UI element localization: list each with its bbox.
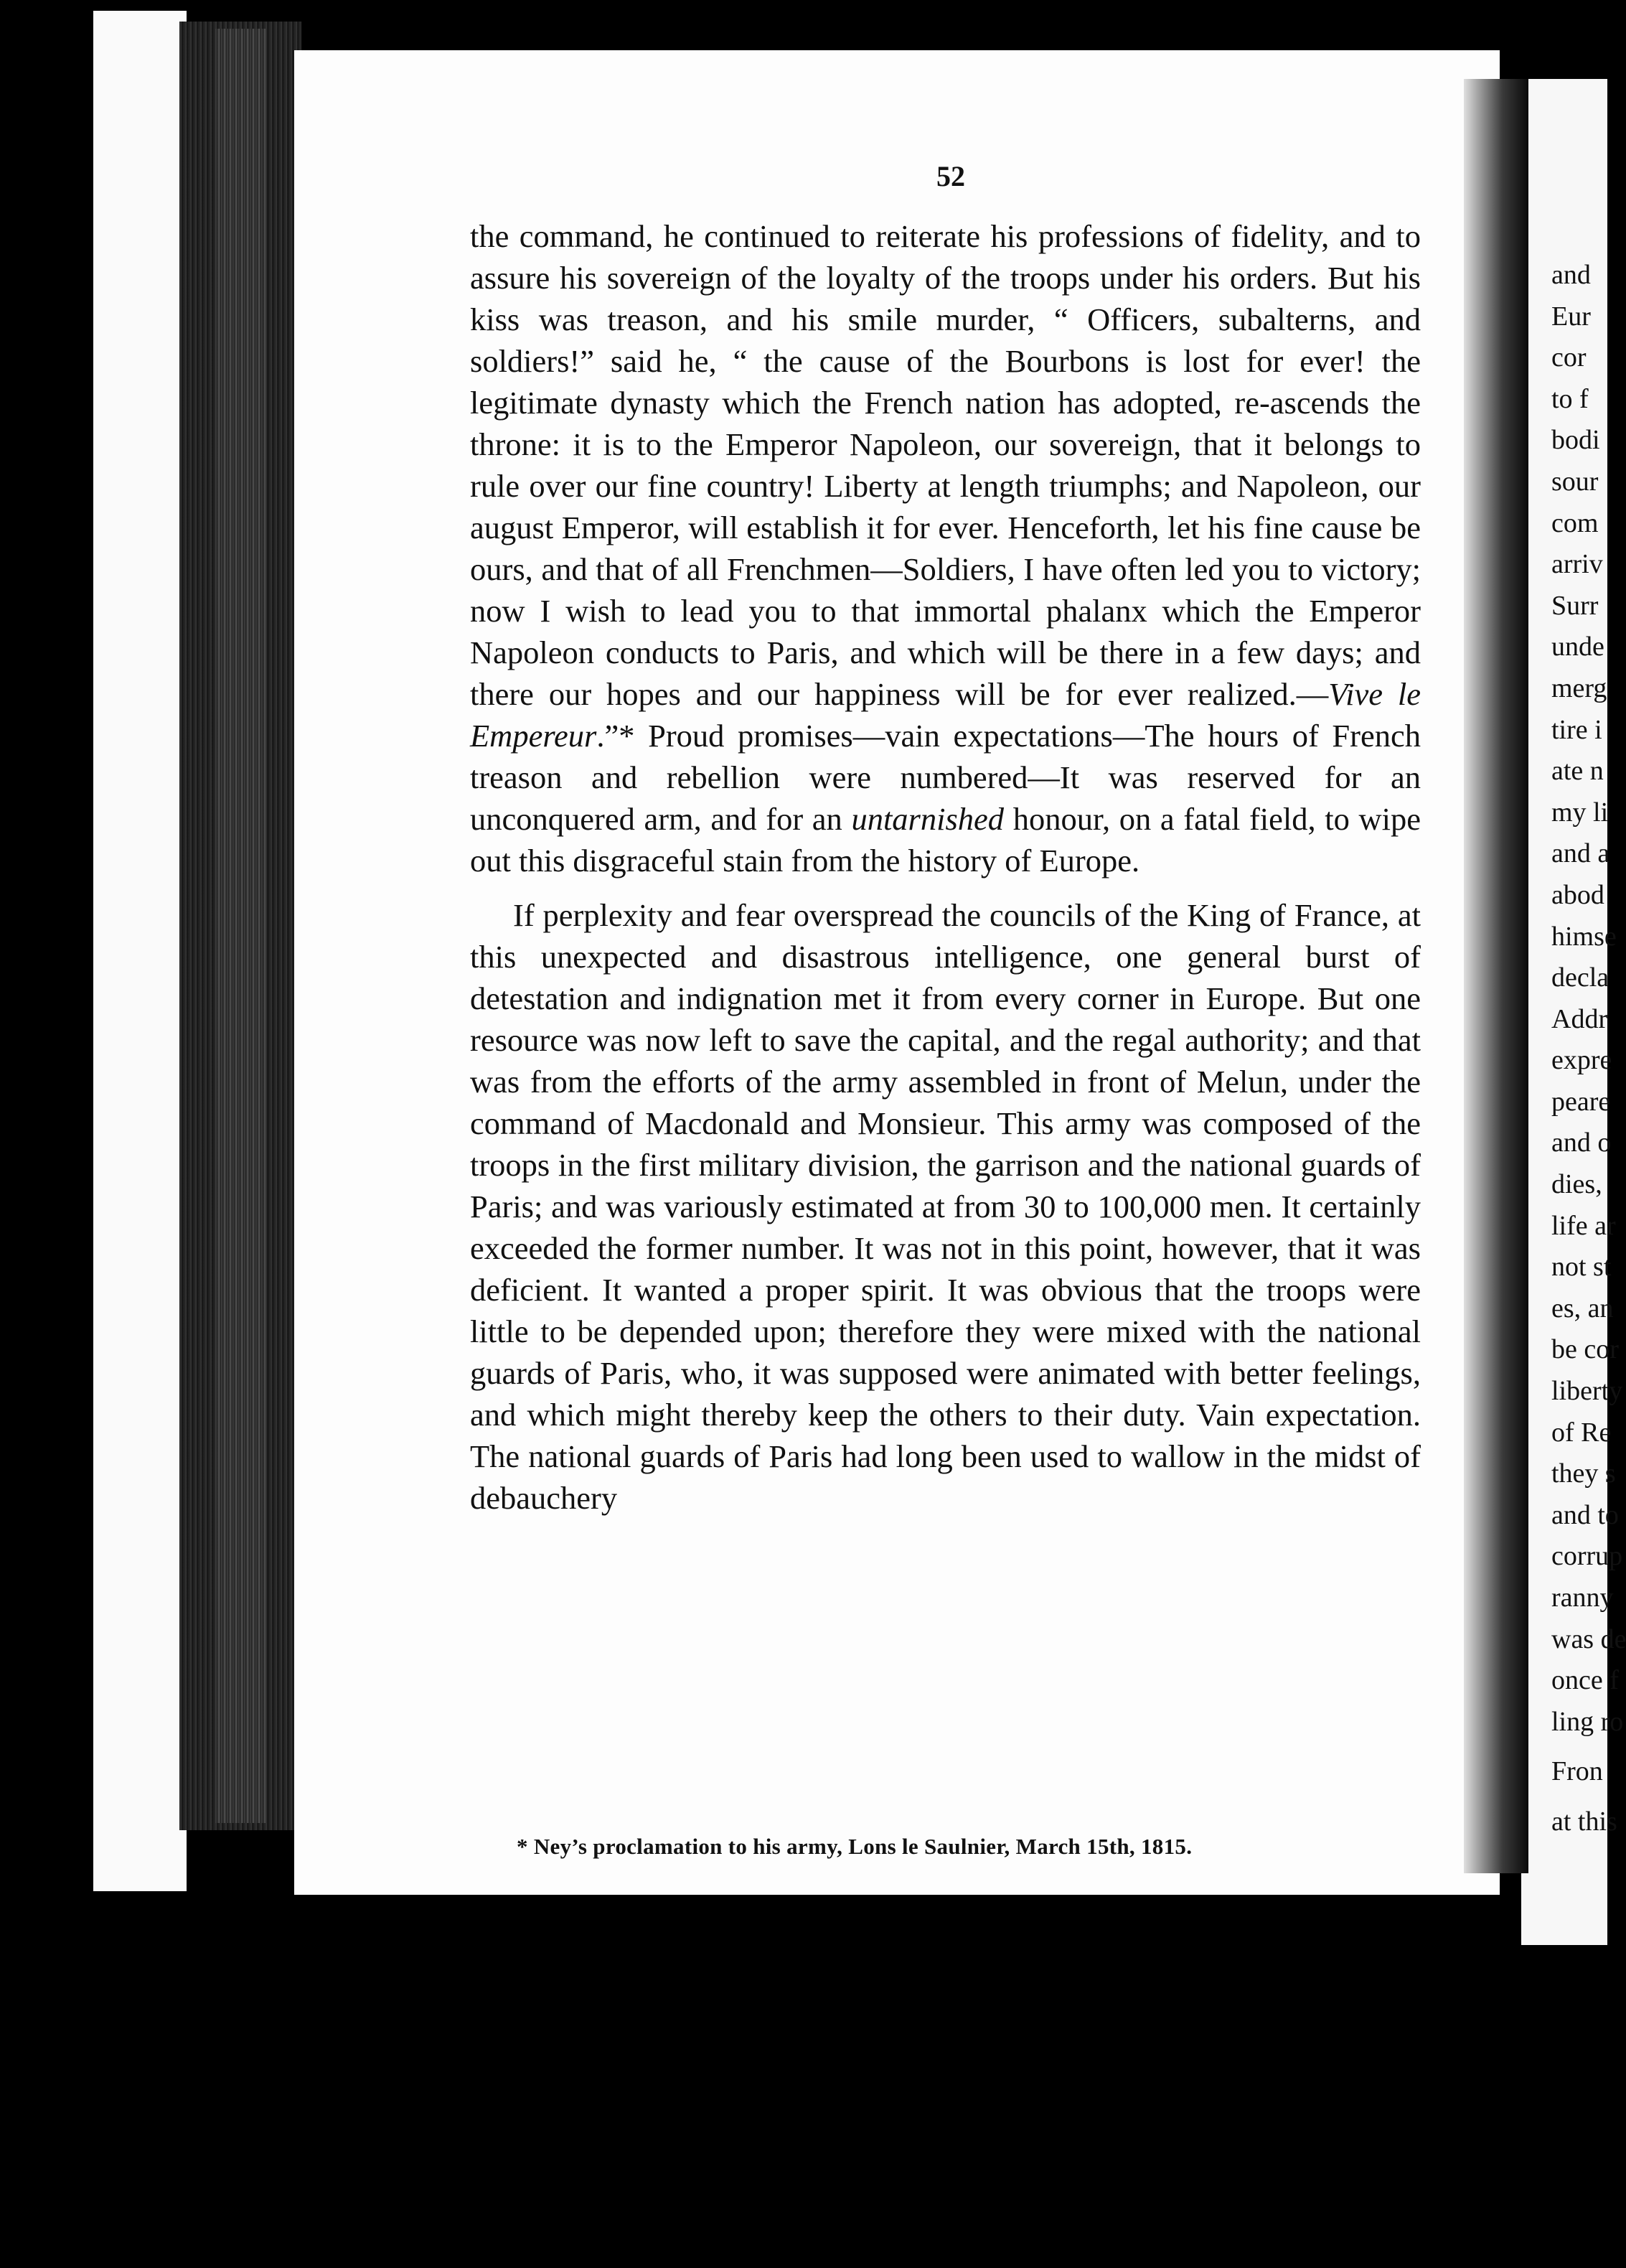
facing-page-line: himse	[1551, 921, 1617, 952]
facing-page-line: Eur	[1551, 301, 1591, 332]
book-page-edges-inner	[215, 29, 265, 1823]
paragraph-1	[470, 215, 1421, 881]
facing-page-line: decla	[1551, 962, 1609, 993]
body-text	[470, 215, 1421, 1519]
facing-page-line: peare	[1551, 1086, 1611, 1117]
footnote: * Ney’s proclamation to his army, Lons le Saulnier, March 15th, 1815.	[517, 1834, 1193, 1859]
paragraph-1-part-1: the command, he continued to reiterate his professions of fidelity, and to assure his sovereign of the loyalty of the troops under his orders. But his kiss was treason, and his smile murder, “ Officers, subalterns, and soldiers!” said he, “ the cause of the Bourbons is lost for ever! the legitimate dynasty which the French nation has adopted, re-ascends the throne: it is to the Emperor Napoleon, our sovereign, that it belongs to rule over our fine country! Liberty at length triumphs; and Napoleon, our august Emperor, will establish it for ever. Henceforth, let his fine cause be ours, and that of all Frenchmen—Soldiers, I have often led you to victory; now I wish to lead you to that immortal phalanx which the Emperor Napoleon conducts to Paris, and which will be there in a few days; and there our hopes and our happiness will be for ever realized.—	[470, 218, 1421, 712]
facing-page-line: and o	[1551, 1128, 1612, 1158]
paragraph-1-italic-1: Vive le Empereur	[470, 676, 1421, 754]
facing-page-line: liberty	[1551, 1376, 1623, 1407]
paragraph-1-italic-2: untarnished	[851, 801, 1005, 837]
facing-page-line: they s	[1551, 1458, 1616, 1489]
facing-page-line: and	[1551, 260, 1591, 290]
facing-page-line: ranny	[1551, 1583, 1614, 1613]
facing-page-line: to f	[1551, 383, 1589, 414]
gutter-shadow	[1464, 79, 1528, 1873]
facing-page-line: Addr	[1551, 1003, 1608, 1034]
facing-page-line: at this	[1551, 1806, 1617, 1837]
facing-page-line: Fron	[1551, 1756, 1603, 1787]
facing-page-line: corrup	[1551, 1541, 1623, 1572]
facing-page-line: once f	[1551, 1665, 1619, 1696]
page-number: 52	[936, 160, 965, 192]
facing-page-line: cor	[1551, 342, 1587, 373]
facing-page-line: expre	[1551, 1045, 1612, 1076]
facing-page-line: of Re	[1551, 1417, 1612, 1448]
facing-page-line: tire i	[1551, 714, 1602, 745]
facing-page-line: com	[1551, 507, 1599, 538]
facing-page-line: Surr	[1551, 590, 1599, 621]
facing-page-line: ate n	[1551, 756, 1604, 787]
facing-page-line: was de	[1551, 1623, 1626, 1654]
facing-page-line: sour	[1551, 466, 1599, 497]
facing-page-line: unde	[1551, 632, 1604, 662]
facing-page-line: ling ro	[1551, 1706, 1624, 1737]
facing-page-line: be cor	[1551, 1334, 1619, 1365]
paragraph-2: If perplexity and fear overspread the councils of the King of France, at this unexpected and disastrous intelligence, one general burst of detestation and indignation met it from every corner in Europe. But one resource was now left to save the capital, and the regal authority; and that was from the efforts of the army assembled in front of Melun, under the command of Macdonald and Monsieur. This army was composed of the troops in the first military division, the garrison and the national guards of Paris; and was variously estimated at from 30 to 100,000 men. It certainly exceeded the former number. It was not in this point, however, that it was deficient. It wanted a proper spirit. It was obvious that the troops were little to be depended upon; therefore they were mixed with the national guards of Paris, who, it was supposed were animated with better feelings, and which might thereby keep the others to their duty. Vain expectation. The national guards of Paris had long been used to wallow in the midst of debauchery	[470, 897, 1421, 1516]
facing-page-line: arriv	[1551, 549, 1603, 580]
facing-page-line: bodi	[1551, 425, 1600, 456]
paragraph-1-part-2: .”* Proud promises—vain expectations—The hours of French treason and rebellion were numbered—It was reserved for an unconquered arm, and for an	[470, 718, 1421, 837]
facing-page-line: es, an	[1551, 1293, 1614, 1323]
facing-page-line: abod	[1551, 879, 1604, 910]
facing-page-text	[1551, 255, 1626, 1843]
facing-page-line: and to	[1551, 1499, 1619, 1530]
facing-page-line: and a	[1551, 838, 1610, 869]
facing-page-line: merg	[1551, 673, 1607, 703]
facing-page-line: not st	[1551, 1252, 1612, 1283]
facing-page-line: life ar	[1551, 1210, 1616, 1241]
previous-page-sliver	[93, 11, 187, 1891]
paragraph-1-part-3: honour, on a fatal field, to wipe out this disgraceful stain from the history of Europe.	[470, 801, 1421, 878]
facing-page-line: dies,	[1551, 1169, 1602, 1200]
facing-page-line: my li	[1551, 797, 1609, 828]
